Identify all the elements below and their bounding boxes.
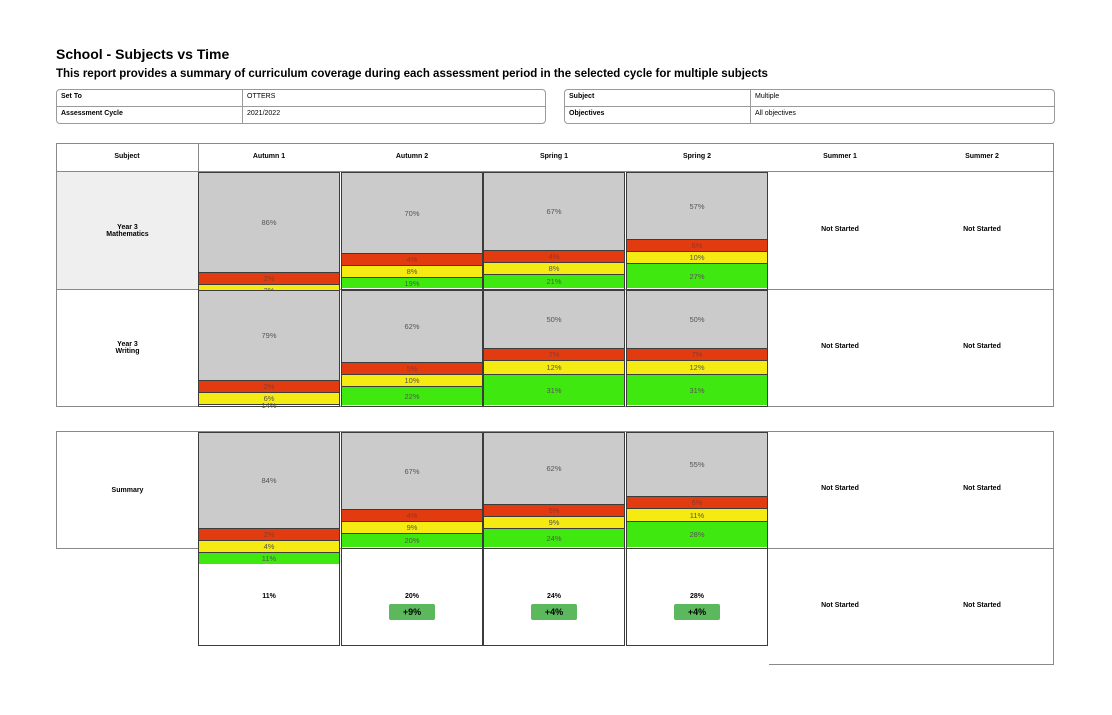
yellow-segment bbox=[627, 508, 767, 521]
yellow-segment-value: 6% bbox=[263, 394, 275, 403]
yellow-segment bbox=[342, 374, 482, 386]
green-segment-value: 11% bbox=[261, 554, 277, 563]
red-segment-value: 4% bbox=[406, 511, 418, 520]
red-segment-value: 7% bbox=[691, 350, 703, 359]
grey-segment-value: 70% bbox=[404, 208, 420, 218]
header-spring-2: Spring 2 bbox=[682, 153, 711, 160]
yellow-segment-value: 8% bbox=[548, 264, 560, 273]
grey-segment bbox=[342, 173, 482, 253]
info-row-objectives bbox=[565, 106, 1054, 123]
total-coverage-value: 11% bbox=[262, 593, 276, 600]
set-to-label: Set To bbox=[57, 90, 243, 106]
assessment-cycle-value: 2021/2022 bbox=[247, 110, 281, 117]
green-segment-value: 28% bbox=[689, 530, 705, 539]
subject-name: Writing bbox=[115, 348, 140, 355]
red-segment-value: 2% bbox=[263, 382, 275, 391]
yellow-segment bbox=[484, 262, 624, 274]
green-segment bbox=[484, 528, 624, 547]
red-segment bbox=[627, 239, 767, 251]
grey-segment-value: 67% bbox=[546, 207, 562, 216]
grey-segment bbox=[484, 433, 624, 504]
red-segment-value: 5% bbox=[406, 364, 418, 373]
green-segment bbox=[199, 400, 339, 410]
red-segment bbox=[199, 528, 339, 540]
coverage-cell-summary bbox=[198, 432, 340, 563]
coverage-cell-summary bbox=[483, 432, 625, 549]
yellow-segment bbox=[342, 265, 482, 277]
grey-segment-value: 57% bbox=[689, 201, 705, 211]
grey-segment-value: 86% bbox=[261, 218, 277, 227]
grey-segment-value: 62% bbox=[404, 322, 420, 331]
total-cell bbox=[341, 548, 483, 646]
red-segment-value: 2% bbox=[263, 530, 275, 539]
subject-year: Year 3 bbox=[117, 223, 138, 231]
red-segment-value: 4% bbox=[548, 252, 560, 261]
green-segment-value: 20% bbox=[404, 536, 420, 545]
coverage-cell-writing bbox=[341, 290, 483, 407]
green-segment bbox=[627, 374, 767, 405]
header-autumn-2: Autumn 2 bbox=[395, 153, 429, 160]
not-started-label: Not Started bbox=[963, 226, 1001, 233]
grey-segment-value: 84% bbox=[261, 476, 277, 485]
assessment-cycle-label: Assessment Cycle bbox=[57, 107, 243, 123]
coverage-cell-mathematics bbox=[626, 172, 768, 290]
green-segment-value: 19% bbox=[404, 278, 420, 288]
not-started-label: Not Started bbox=[821, 226, 859, 233]
objectives-label: Objectives bbox=[565, 107, 751, 123]
grey-segment bbox=[199, 291, 339, 380]
green-segment-value: 24% bbox=[546, 533, 562, 543]
red-segment bbox=[484, 250, 624, 262]
red-segment-value: 2% bbox=[263, 274, 275, 283]
coverage-cell-summary bbox=[341, 432, 483, 549]
not-started-label: Not Started bbox=[821, 343, 859, 350]
red-segment-value: 4% bbox=[406, 255, 418, 264]
grey-segment bbox=[484, 291, 624, 348]
total-coverage-value: 24% bbox=[546, 593, 561, 600]
yellow-segment bbox=[342, 521, 482, 533]
red-segment-value: 6% bbox=[691, 498, 703, 507]
green-segment bbox=[199, 552, 339, 564]
subject-cell-mathematics bbox=[57, 172, 198, 289]
yellow-segment bbox=[484, 516, 624, 528]
red-segment bbox=[199, 380, 339, 392]
objectives-value: All objectives bbox=[755, 110, 796, 117]
info-row-assessment-cycle bbox=[57, 106, 545, 123]
coverage-cell-mathematics bbox=[341, 172, 483, 290]
red-segment-value: 5% bbox=[548, 506, 560, 515]
delta-badge: +4% bbox=[531, 604, 577, 620]
grey-segment bbox=[627, 291, 767, 348]
red-segment bbox=[342, 362, 482, 374]
header-autumn-1: Autumn 1 bbox=[252, 153, 286, 160]
green-segment-value: 22% bbox=[404, 391, 420, 401]
grey-segment bbox=[199, 433, 339, 528]
header-summer-1: Summer 1 bbox=[823, 153, 857, 160]
yellow-segment-value: 11% bbox=[689, 510, 705, 520]
red-segment bbox=[342, 509, 482, 521]
not-started-label: Not Started bbox=[963, 343, 1001, 350]
red-segment-value: 6% bbox=[691, 241, 703, 250]
header-summer-2: Summer 2 bbox=[965, 153, 999, 160]
coverage-cell-summary bbox=[626, 432, 768, 549]
info-row-set-to bbox=[57, 90, 545, 106]
grey-segment bbox=[342, 433, 482, 509]
totals-bottom-border bbox=[769, 664, 1054, 665]
subject-year: Year 3 bbox=[117, 341, 138, 348]
grey-segment bbox=[199, 173, 339, 272]
red-segment bbox=[627, 348, 767, 360]
grey-segment bbox=[627, 173, 767, 239]
grey-segment bbox=[342, 291, 482, 362]
info-panel-right bbox=[564, 89, 1055, 124]
total-cell bbox=[483, 548, 625, 646]
summary-label-cell: Summary bbox=[111, 486, 144, 494]
info-row-subject bbox=[565, 90, 1054, 106]
total-coverage-value: 28% bbox=[689, 593, 704, 600]
green-segment bbox=[484, 374, 624, 405]
coverage-cell-writing bbox=[626, 290, 768, 407]
red-segment bbox=[627, 496, 767, 508]
yellow-segment-value: 9% bbox=[548, 518, 560, 527]
red-segment-value: 7% bbox=[548, 350, 560, 359]
coverage-cell-mathematics bbox=[198, 172, 340, 290]
red-segment bbox=[342, 253, 482, 265]
report-title: School - Subjects vs Time bbox=[56, 46, 230, 62]
green-segment bbox=[342, 533, 482, 547]
yellow-segment-value: 10% bbox=[689, 253, 705, 262]
grey-segment-value: 79% bbox=[261, 331, 277, 340]
subject-cell-writing bbox=[57, 290, 198, 406]
total-cell bbox=[626, 548, 768, 646]
subject-name: Mathematics bbox=[106, 230, 149, 238]
coverage-cell-writing bbox=[483, 290, 625, 407]
grey-segment bbox=[484, 173, 624, 250]
grey-segment-value: 55% bbox=[689, 460, 705, 469]
green-segment-value: 31% bbox=[689, 385, 705, 395]
subject-value: Multiple bbox=[755, 93, 780, 100]
info-panel-left bbox=[56, 89, 546, 124]
not-started-label: Not Started bbox=[821, 485, 859, 492]
grey-segment bbox=[627, 433, 767, 496]
yellow-segment-value: 9% bbox=[406, 523, 418, 532]
green-segment bbox=[627, 263, 767, 288]
coverage-cell-mathematics bbox=[483, 172, 625, 290]
yellow-segment-value: 8% bbox=[406, 267, 418, 276]
green-segment bbox=[342, 277, 482, 288]
grey-segment-value: 67% bbox=[404, 466, 420, 476]
coverage-cell-writing bbox=[198, 290, 340, 410]
yellow-segment bbox=[199, 540, 339, 552]
red-segment bbox=[484, 348, 624, 360]
yellow-segment bbox=[627, 360, 767, 374]
yellow-segment-value: 4% bbox=[263, 542, 275, 551]
not-started-label: Not Started bbox=[963, 602, 1001, 609]
totals-right-border bbox=[1053, 548, 1054, 665]
yellow-segment-value: 10% bbox=[404, 376, 420, 385]
not-started-label: Not Started bbox=[963, 485, 1001, 492]
green-segment-value: 31% bbox=[546, 385, 562, 395]
yellow-segment bbox=[627, 251, 767, 263]
green-segment-value: 21% bbox=[546, 277, 562, 286]
total-coverage-value: 20% bbox=[404, 593, 419, 600]
grey-segment-value: 50% bbox=[689, 315, 705, 324]
green-segment bbox=[627, 521, 767, 547]
green-segment-value: 27% bbox=[689, 271, 705, 281]
yellow-segment-value: 12% bbox=[546, 363, 562, 372]
header-subject: Subject bbox=[114, 153, 140, 160]
green-segment bbox=[484, 274, 624, 288]
grey-segment-value: 50% bbox=[546, 315, 562, 324]
report-subtitle: This report provides a summary of curriculum coverage during each assessment period in the selected cycle for multiple subjects bbox=[56, 68, 768, 80]
green-segment-value: 14% bbox=[261, 400, 277, 410]
yellow-segment bbox=[484, 360, 624, 374]
green-segment bbox=[342, 386, 482, 405]
red-segment bbox=[484, 504, 624, 516]
grey-segment-value: 62% bbox=[546, 464, 562, 473]
yellow-segment-value: 12% bbox=[689, 363, 705, 372]
not-started-label: Not Started bbox=[821, 602, 859, 609]
delta-badge: +9% bbox=[389, 604, 435, 620]
subject-label: Subject bbox=[565, 90, 751, 106]
set-to-value: OTTERS bbox=[247, 93, 276, 100]
red-segment bbox=[199, 272, 339, 284]
delta-badge: +4% bbox=[674, 604, 720, 620]
header-spring-1: Spring 1 bbox=[539, 153, 568, 160]
